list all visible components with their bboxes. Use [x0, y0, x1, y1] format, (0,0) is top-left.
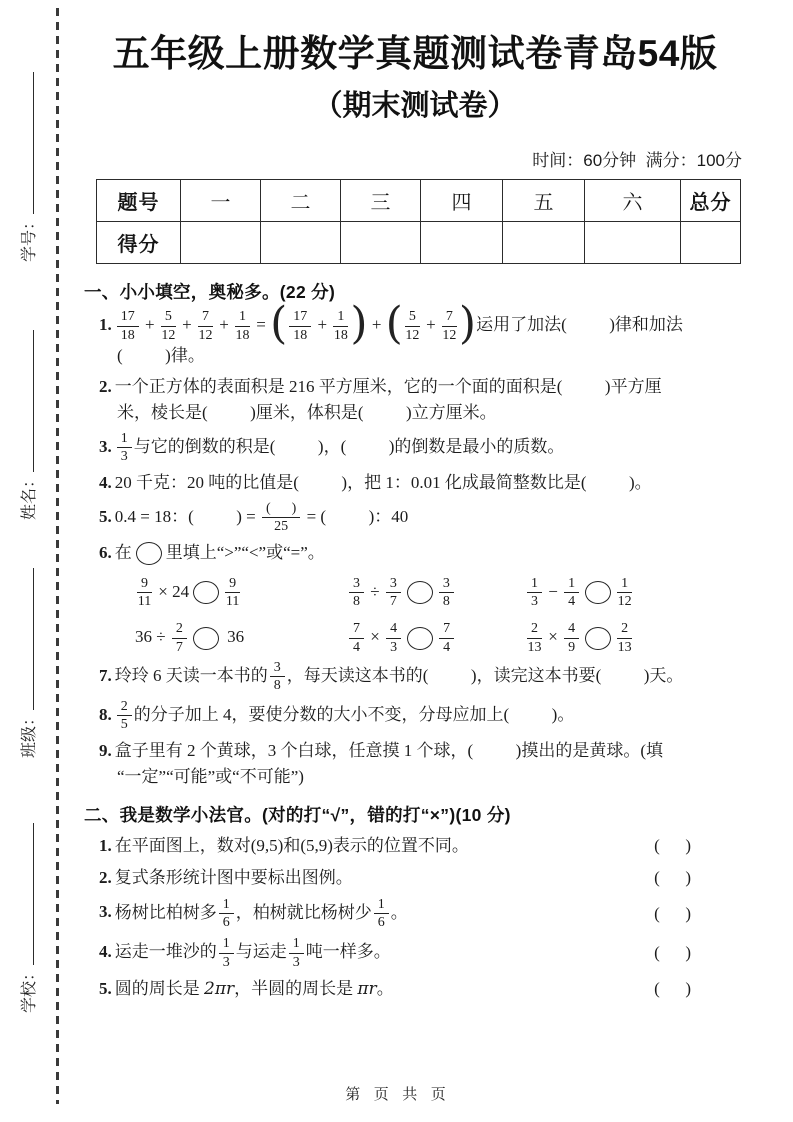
fraction	[235, 309, 250, 343]
comparison-circle-icon	[407, 581, 433, 604]
fraction	[617, 621, 632, 655]
class-blank-line	[19, 568, 34, 710]
question-text: ( )律。	[117, 345, 205, 365]
fraction	[137, 576, 152, 610]
score-table-header-cell: 二	[261, 180, 341, 222]
question-text: 。	[390, 902, 408, 922]
big-paren-close: )	[458, 298, 477, 350]
section-two-items	[84, 833, 746, 1003]
tf-statement	[84, 897, 654, 931]
math-italic: 2πr	[204, 979, 235, 1000]
numerator: 2	[172, 621, 187, 638]
denominator: 18	[120, 327, 135, 343]
numerator: 17	[117, 309, 139, 326]
question-text: ，柏树就比杨树少	[235, 902, 372, 922]
denominator: 4	[353, 639, 360, 655]
denominator: 8	[442, 593, 450, 609]
numerator: 2	[117, 699, 132, 716]
big-paren-open: (	[385, 298, 403, 350]
section-one-heading: 一、小小填空，奥秘多。(22 分)	[84, 282, 336, 303]
big-paren-open: (	[270, 298, 288, 350]
answer-bracket: ( )	[654, 943, 691, 963]
math-italic: πr	[357, 979, 377, 1000]
numerator: ( )	[262, 501, 300, 518]
score-table-header-cell: 四	[421, 180, 503, 222]
student-id-label: 学号：	[21, 213, 38, 262]
question-number: 6.	[99, 542, 112, 562]
fraction	[386, 576, 401, 610]
question-text: ，每天读这本书的( )，读完这本书要( )天。	[286, 665, 684, 685]
question-text: 0.4 = 18：( ) =	[114, 506, 260, 526]
fill-question-3	[84, 431, 746, 465]
question-text: +	[214, 314, 234, 334]
question-number: 1.	[99, 314, 112, 334]
numerator: 1	[219, 897, 234, 914]
question-text: 。	[376, 979, 394, 999]
score-table-header-cell: 一	[181, 180, 261, 222]
school-blank-line	[19, 823, 34, 965]
denominator: 11	[225, 593, 240, 609]
question-text: 36 ÷	[135, 627, 170, 647]
section-two-heading: 二、我是数学小法官。(对的打“√”，错的打“×”)(10 分)	[84, 804, 511, 825]
school-field	[16, 823, 39, 1013]
fraction	[617, 576, 632, 610]
fraction	[564, 576, 579, 610]
fraction	[405, 309, 420, 343]
student-id-field	[16, 72, 39, 262]
section-one-questions	[84, 298, 746, 789]
student-name-field	[16, 330, 39, 520]
school-label: 学校：	[21, 964, 38, 1013]
section-true-false	[84, 802, 746, 1003]
fraction	[172, 621, 187, 655]
denominator: 12	[161, 327, 176, 343]
numerator: 1	[219, 936, 234, 953]
fraction	[527, 621, 542, 655]
question-text: +	[313, 314, 332, 334]
answer-bracket: ( )	[654, 867, 691, 887]
fraction	[262, 501, 300, 535]
question-text: +	[421, 314, 440, 334]
numerator: 7	[442, 309, 457, 326]
question-text: 与它的倒数的积是( )，( )的倒数是最小的质数。	[133, 436, 565, 456]
numerator: 9	[225, 576, 240, 593]
question-text: 里填上“>”“<”或“=”。	[165, 542, 325, 562]
denominator: 18	[333, 327, 348, 343]
denominator: 11	[137, 593, 152, 609]
fraction	[439, 576, 454, 610]
question-number: 7.	[99, 665, 112, 685]
question-number: 1.	[99, 835, 112, 855]
comparison-circle-icon	[193, 627, 219, 650]
question-text: 米，棱长是( )厘米，体积是( )立方厘米。	[117, 402, 497, 422]
class-field	[16, 568, 39, 758]
answer-bracket: ( )	[654, 835, 691, 855]
score-table-header-cell: 总分	[681, 180, 741, 222]
section-fill-blanks	[84, 279, 746, 789]
class-label: 班级：	[21, 709, 38, 758]
score-table-header-cell: 六	[585, 180, 681, 222]
score-table-header-cell: 五	[503, 180, 585, 222]
denominator: 3	[120, 449, 128, 465]
comparison-circle-icon	[407, 627, 433, 650]
fraction	[349, 621, 364, 655]
paper-content	[84, 0, 746, 1008]
denominator: 18	[293, 327, 308, 343]
fraction	[439, 621, 454, 655]
question-text: 盒子里有 2 个黄球，3 个白球，任意摸 1 个球，( )摸出的是黄球。(填	[114, 740, 663, 760]
denominator: 13	[617, 639, 632, 655]
denominator: 3	[222, 954, 230, 970]
question-text: 的分子加上 4，要使分数的大小不变，分母应加上( )。	[133, 704, 575, 724]
question-text: 杨树比柏树多	[114, 902, 217, 922]
question-number: 4.	[99, 942, 112, 962]
score-cell-empty	[585, 222, 681, 264]
numerator: 9	[137, 576, 152, 593]
question-text: 吨一样多。	[305, 942, 391, 962]
question-text: 在	[114, 542, 132, 562]
denominator: 25	[274, 519, 289, 535]
fraction	[161, 309, 176, 343]
score-cell-empty	[181, 222, 261, 264]
question-text: ×	[366, 627, 385, 647]
denominator: 12	[198, 327, 213, 343]
question-text: ×	[544, 627, 563, 647]
fraction	[219, 897, 234, 931]
score-cell-empty	[421, 222, 503, 264]
fill-question-1	[84, 298, 746, 369]
tf-item-3	[84, 897, 746, 931]
fraction	[333, 309, 348, 343]
fill-question-2	[84, 374, 746, 426]
numerator: 4	[564, 621, 579, 638]
question-text: 与运走	[235, 942, 287, 962]
fraction	[289, 936, 304, 970]
question-text: = ( )：40	[302, 506, 409, 526]
fraction	[564, 621, 579, 655]
score-cell-empty	[341, 222, 421, 264]
question-text: +	[140, 314, 159, 334]
numerator: 2	[527, 621, 542, 638]
student-name-blank-line	[19, 330, 34, 472]
numerator: 7	[439, 621, 454, 638]
numerator: 5	[161, 309, 176, 326]
score-row-label: 得分	[97, 222, 181, 264]
score-cell-empty	[681, 222, 741, 264]
question-text: 玲玲 6 天读一本书的	[114, 665, 268, 685]
numerator: 1	[564, 576, 579, 593]
score-table-score-row	[97, 222, 741, 264]
question-text: ，半圆的周长是	[234, 979, 358, 999]
numerator: 1	[617, 576, 632, 593]
denominator: 7	[389, 593, 397, 609]
fill-question-5	[84, 501, 746, 535]
student-name-label: 姓名：	[21, 471, 38, 520]
numerator: 1	[527, 576, 542, 593]
fill-question-7	[84, 660, 746, 694]
denominator: 3	[531, 593, 538, 609]
question-text: +	[177, 314, 196, 334]
comparison-circle-icon	[585, 627, 611, 650]
paper-subtitle: （期末测试卷）	[313, 90, 517, 123]
denominator: 18	[235, 327, 250, 343]
numerator: 1	[374, 897, 389, 914]
denominator: 6	[222, 915, 230, 931]
fraction	[349, 576, 364, 610]
denominator: 8	[353, 593, 360, 609]
denominator: 12	[617, 593, 632, 609]
score-table-header-row	[97, 180, 741, 222]
denominator: 7	[175, 639, 183, 655]
score-table-header-cell: 三	[341, 180, 421, 222]
question-text: 运走一堆沙的	[114, 942, 217, 962]
numerator: 1	[333, 309, 348, 326]
question-text: “一定”“可能”或“不可能”)	[117, 766, 304, 786]
comparison-circle-icon	[585, 581, 611, 604]
comparison-item-6	[525, 621, 746, 655]
question-number: 9.	[99, 740, 112, 760]
fill-question-8	[84, 699, 746, 733]
comparison-circle-icon	[136, 542, 162, 565]
question-text: −	[544, 581, 563, 601]
denominator: 3	[390, 639, 398, 655]
tf-statement	[84, 936, 654, 970]
question-text: =	[252, 314, 271, 334]
question-text: × 24	[154, 581, 190, 601]
denominator: 4	[443, 639, 451, 655]
fill-question-6	[84, 540, 746, 656]
comparison-item-5	[347, 621, 525, 655]
tf-item-1	[84, 833, 746, 859]
numerator: 3	[386, 576, 401, 593]
question-text: 运用了加法( )律和加法	[476, 314, 683, 334]
fraction	[527, 576, 542, 610]
denominator: 8	[273, 678, 281, 694]
fraction	[270, 660, 285, 694]
question-number: 5.	[99, 506, 112, 526]
fill-question-4	[84, 470, 746, 496]
fraction	[442, 309, 457, 343]
question-number: 2.	[99, 376, 112, 396]
question-text: 一个正方体的表面积是 216 平方厘米，它的一个面的面积是( )平方厘	[114, 376, 662, 396]
fraction	[289, 309, 311, 343]
numerator: 2	[617, 621, 632, 638]
tf-item-2	[84, 865, 746, 891]
question-text: 圆的周长是	[114, 979, 204, 999]
fraction	[386, 621, 401, 655]
denominator: 3	[292, 954, 300, 970]
question-text: +	[367, 314, 386, 334]
question-text: 36	[222, 627, 245, 647]
question-number: 8.	[99, 704, 112, 724]
numerator: 1	[235, 309, 250, 326]
numerator: 3	[349, 576, 364, 593]
numerator: 17	[289, 309, 311, 326]
fraction	[225, 576, 240, 610]
comparison-item-3	[525, 576, 746, 610]
numerator: 1	[117, 431, 132, 448]
question-text: 复式条形统计图中要标出图例。	[114, 867, 353, 887]
denominator: 13	[527, 639, 542, 655]
comparison-circle-icon	[193, 581, 219, 604]
comparison-item-4	[135, 621, 347, 655]
fraction	[117, 699, 132, 733]
comparison-grid	[135, 576, 746, 656]
answer-bracket: ( )	[654, 979, 691, 999]
denominator: 12	[405, 327, 420, 343]
fill-question-9	[84, 738, 746, 790]
fraction	[374, 897, 389, 931]
comparison-item-1	[135, 576, 347, 610]
fraction	[117, 309, 139, 343]
score-cell-empty	[503, 222, 585, 264]
dashed-cut-line	[56, 8, 59, 1104]
question-text: ÷	[366, 581, 384, 601]
paper-title: 五年级上册数学真题测试卷青岛54版	[112, 33, 718, 74]
question-number: 4.	[99, 472, 112, 492]
fraction	[117, 431, 132, 465]
question-text: 20 千克：20 吨的比值是( )，把 1：0.01 化成最简整数比是( )。	[114, 472, 652, 492]
numerator: 7	[198, 309, 213, 326]
numerator: 3	[439, 576, 454, 593]
tf-statement	[84, 865, 654, 891]
question-text: 在平面图上，数对(9,5)和(5,9)表示的位置不同。	[114, 835, 469, 855]
big-paren-close: )	[350, 298, 368, 350]
question-number: 5.	[99, 979, 112, 999]
answer-bracket: ( )	[654, 903, 691, 923]
score-table	[96, 179, 741, 264]
tf-statement	[84, 833, 654, 859]
score-cell-empty	[261, 222, 341, 264]
denominator: 4	[568, 593, 576, 609]
denominator: 6	[377, 915, 385, 931]
denominator: 12	[442, 327, 457, 343]
fraction	[219, 936, 234, 970]
denominator: 5	[120, 717, 128, 733]
page-footer: 第 页 共 页	[345, 1087, 448, 1103]
question-number: 2.	[99, 867, 112, 887]
tf-item-4	[84, 936, 746, 970]
time-score-info: 时间：60分钟 满分：100分	[532, 151, 742, 171]
numerator: 3	[270, 660, 285, 677]
numerator: 4	[386, 621, 401, 638]
tf-item-5	[84, 976, 746, 1002]
numerator: 7	[349, 621, 364, 638]
numerator: 5	[405, 309, 420, 326]
question-number: 3.	[99, 436, 112, 456]
score-table-header-cell: 题号	[97, 180, 181, 222]
tf-statement	[84, 976, 654, 1002]
comparison-item-2	[347, 576, 525, 610]
question-number: 3.	[99, 902, 112, 922]
numerator: 1	[289, 936, 304, 953]
student-id-blank-line	[19, 72, 34, 214]
denominator: 9	[568, 639, 576, 655]
fraction	[198, 309, 213, 343]
